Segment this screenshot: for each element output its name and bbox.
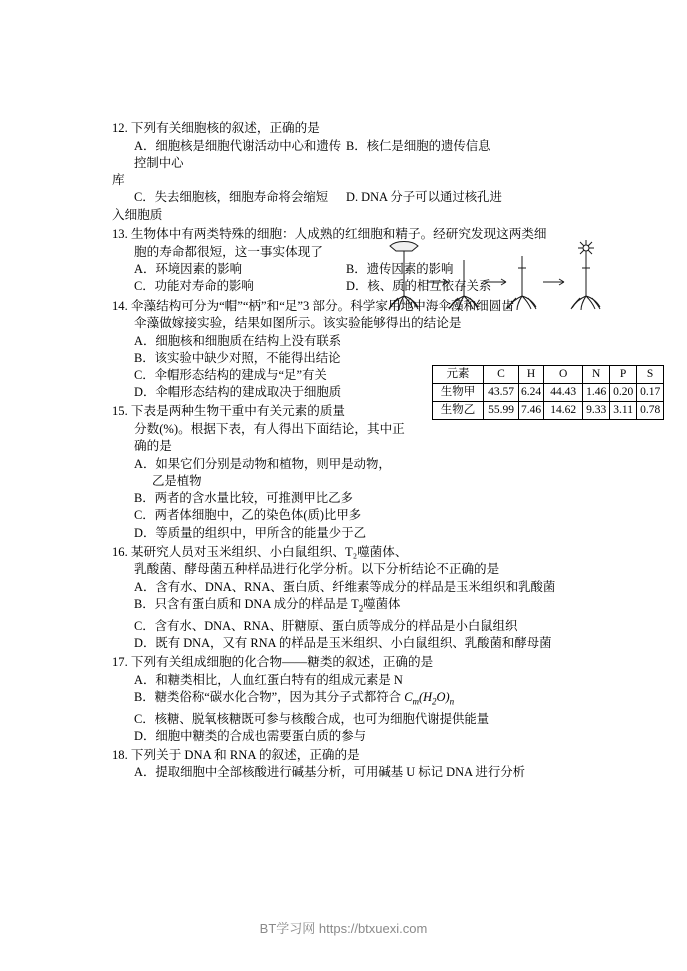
question-16-option-b-pre: B．只含有蛋白质和 DNA 成分的样品是 T (134, 597, 359, 612)
cell-a-P: 0.20 (610, 384, 637, 402)
question-15-option-a: A．如果它们分别是动物和植物，则甲是动物， (134, 456, 391, 471)
cell-b-P: 3.11 (610, 402, 637, 420)
question-16-option-b-sub: 2 (358, 603, 364, 614)
question-15-option-b: B．两者的含水量比较，可推测甲比乙多 (134, 491, 353, 506)
arrow-3 (543, 279, 564, 285)
question-12 (112, 120, 612, 224)
question-12-option-d-cont: 入细胞质 (112, 207, 163, 222)
question-16-option-c: C．含有水、DNA、RNA、肝糖原、蛋白质等成分的样品是小白鼠组织 (134, 618, 518, 633)
footer-brand: BT学习网 (259, 921, 316, 936)
question-18 (112, 747, 612, 782)
cell-b-S: 0.78 (637, 402, 664, 420)
table-row (433, 402, 664, 420)
question-17-option-b (112, 689, 612, 711)
question-15 (112, 403, 612, 542)
question-18-stem-text: 下列关于 DNA 和 RNA 的叙述，正确的是 (130, 747, 360, 762)
question-17-stem-text: 下列有关组成细胞的化合物——糖类的叙述，正确的是 (130, 655, 434, 670)
table-row (433, 384, 664, 402)
question-13-stem-cont: 胞的寿命都很短，这一事实体现了 (134, 244, 323, 259)
table-header-element: 元素 (433, 366, 484, 384)
question-15-option-d: D．等质量的组织中，甲所含的能量少于乙 (134, 525, 366, 540)
question-12-option-a: A．细胞核是细胞代谢活动中心和遗传控制中心 (134, 138, 342, 170)
question-15-number: 15. (112, 404, 128, 419)
question-13-stem-text: 生物体中有两类特殊的细胞：人成熟的红细胞和精子。经研究发现这两类细 (130, 227, 547, 242)
question-16-number: 16. (112, 544, 128, 559)
question-12-option-b-cont: 库 (112, 172, 125, 187)
question-15-stem-line2: 分数(%)。根据下表，有人得出下面结论，其中正 (134, 421, 405, 436)
question-14-stem-text: 伞藻结构可分为“帽”“柄”和“足”3 部分。科学家用地中海伞藻和细圆齿 (130, 298, 514, 313)
table-header-C: C (484, 366, 519, 384)
question-17-option-a: A．和糖类相比，人血红蛋白特有的组成元素是 N (134, 672, 403, 687)
question-14-option-b: B．该实验中缺少对照，不能得出结论 (134, 350, 341, 365)
cell-a-S: 0.17 (637, 384, 664, 402)
alga-2 (449, 260, 478, 310)
question-15-stem-text: 下表是两种生物干重中有关元素的质量 (130, 404, 345, 419)
question-15-stem-line3: 确的是 (134, 439, 172, 454)
cell-b-N: 9.33 (583, 402, 610, 420)
question-17-option-d: D．细胞中糖类的合成也需要蛋白质的参与 (134, 728, 366, 743)
question-14-option-a: A．细胞核和细胞质在结构上没有联系 (134, 333, 342, 348)
question-16-stem (112, 544, 612, 562)
question-18-number: 18. (112, 747, 128, 762)
question-16-stem-text: 某研究人员对玉米组织、小白鼠组织、T₂噬菌体、 (130, 544, 408, 559)
question-15-stem (112, 403, 412, 421)
cell-b-H: 7.46 (519, 402, 544, 420)
question-12-option-c: C．失去细胞核，细胞寿命将会缩短 (134, 190, 329, 205)
chemical-formula: $C_m(H_2O)_n$ (404, 689, 455, 707)
table-header-row (433, 366, 664, 384)
row-label-organism-a: 生物甲 (433, 384, 484, 402)
cell-a-H: 6.24 (519, 384, 544, 402)
cell-a-N: 1.46 (583, 384, 610, 402)
cell-a-O: 44.43 (544, 384, 583, 402)
footer-url: https://btxuexi.com (318, 921, 428, 936)
question-17 (112, 654, 612, 745)
question-17-option-c: C．核糖、脱氧核糖既可参与核酸合成，也可为细胞代谢提供能量 (134, 711, 490, 726)
question-17-stem (112, 654, 612, 672)
alga-3 (507, 256, 536, 310)
question-14-stem-cont: 伞藻做嫁接实验，结果如图所示。该实验能够得出的结论是 (134, 316, 462, 331)
question-14-number: 14. (112, 298, 128, 313)
question-16-stem-cont: 乳酸菌、酵母菌五种样品进行化学分析。以下分析结论不正确的是 (134, 562, 500, 577)
alga-1 (389, 242, 418, 311)
question-12-stem (112, 120, 612, 138)
cell-b-O: 14.62 (544, 402, 583, 420)
question-15-option-a-cont: 乙是植物 (152, 474, 202, 489)
question-16-option-a: A．含有水、DNA、RNA、蛋白质、纤维素等成分的样品是玉米组织和乳酸菌 (134, 579, 556, 594)
question-list (112, 120, 612, 784)
question-17-option-b-pre: B．糖类俗称“碳水化合物”，因为其分子式都符合 (134, 689, 405, 704)
alga-4 (571, 240, 600, 310)
acetabularia-experiment-figure (382, 238, 614, 326)
question-15-option-c: C．两者体细胞中，乙的染色体(质)比甲多 (134, 508, 362, 523)
cell-b-C: 55.99 (484, 402, 519, 420)
arrow-1 (427, 279, 448, 285)
arrow-2 (485, 279, 506, 285)
cell-a-C: 43.57 (484, 384, 519, 402)
question-16-option-b-post: 噬菌体 (363, 597, 401, 612)
question-14-option-d: D．伞帽形态结构的建成取决于细胞质 (134, 385, 342, 400)
question-12-number: 12. (112, 121, 128, 135)
table-header-O: O (544, 366, 583, 384)
question-14-option-c: C．伞帽形态结构的建成与“足”有关 (134, 367, 327, 382)
question-13-number: 13. (112, 227, 128, 242)
question-16 (112, 544, 612, 652)
question-13-option-a: A．环境因素的影响 (134, 262, 243, 277)
question-17-number: 17. (112, 655, 128, 670)
table-header-N: N (583, 366, 610, 384)
question-12-options-row1 (112, 138, 612, 172)
question-12-option-b: B．核仁是细胞的遗传信息 (346, 138, 491, 153)
question-13-option-b: B．遗传因素的影响 (346, 262, 454, 277)
question-16-option-b (112, 596, 612, 618)
question-16-option-d: D．既有 DNA，又有 RNA 的样品是玉米组织、小白鼠组织、乳酸菌和酵母菌 (134, 635, 552, 650)
question-18-option-a: A．提取细胞中全部核酸进行碱基分析，可用碱基 U 标记 DNA 进行分析 (134, 765, 525, 780)
row-label-organism-b: 生物乙 (433, 402, 484, 420)
question-12-option-d: D. DNA 分子可以通过核孔进 (346, 190, 502, 205)
question-18-stem (112, 747, 612, 765)
question-12-stem-text: 下列有关细胞核的叙述，正确的是 (130, 121, 320, 135)
table-header-P: P (610, 366, 637, 384)
table-header-S: S (637, 366, 664, 384)
footer-watermark (0, 918, 687, 937)
question-13-option-c: C．功能对寿命的影响 (134, 279, 254, 294)
element-composition-table (432, 365, 664, 420)
question-12-options-row2 (112, 189, 612, 206)
table-header-H: H (519, 366, 544, 384)
question-13-option-d: D．核、质的相互依存关系 (346, 279, 492, 294)
